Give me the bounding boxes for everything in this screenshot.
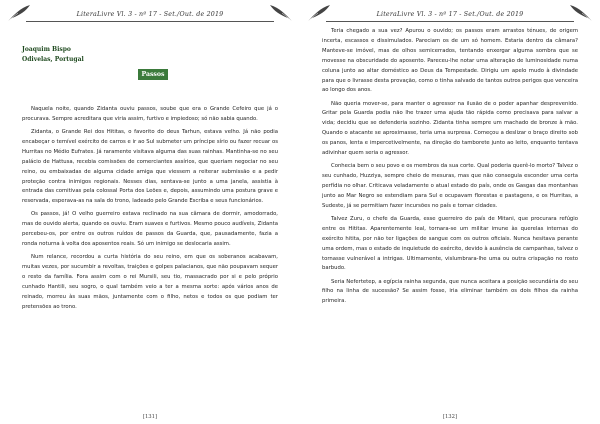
- quill-icon: [6, 3, 32, 23]
- header-divider: [26, 21, 274, 22]
- right-page: [300, 0, 600, 424]
- author-location: Odivelas, Portugal: [22, 56, 84, 63]
- journal-header: LiteraLivre Vl. 3 - nº 17 - Set./Out. de 2019: [76, 11, 224, 18]
- author-block: [22, 45, 84, 65]
- paragraph: Os passos, já! O velho guerreiro estava reclinado na sua câmara de dormir, amodorrado, mas de ouvido alerta, quando os ouviu. Eram suaves e furtivos. Mesmo pouco audíveis, Zidanta percebeu-os, por entre os outros ruídos de passos da Guarda, que, pausadamente, fazia a ronda noturna à volta dos aposentos reais. Só um inimigo se deslocaria assim.: [22, 211, 278, 248]
- paragraph: Naquela noite, quando Zidanta ouviu passos, soube que era o Grande Cefeiro que já o procurava. Sempre acreditara que viria assim, furtivo e impiedoso; só não sabia quando.: [22, 106, 278, 122]
- paragraph: Teria chegado a sua vez? Apurou o ouvido; os passos eram arrastos ténues, de origem incerta, escassos e dissimulados. Pareciam os de um só homem. Estaria dentro da câmara? Manteve-se imóvel, mas de olhos semicerrados, tentando enxergar alguma sombra que se movesse na obscuridade do aposento. Pareceu-lhe notar uma alteração de luminosidade numa coluna junto ao altar doméstico ao Deus da Tempestade. Dirigiu um apelo mudo à divindade para que o livrasse desta provação, como o tinha salvado de tantos outros perigos que venceira ao longo dos anos.: [322, 28, 578, 94]
- paragraph: Conhecia bem o seu povo e os membros da sua corte. Qual poderia querê-lo morto? Talvez o seu cunhado, Huzziya, sempre cheio de mesuras, mas que não conseguia esconder uma certa perfídia no olhar. Criticava veladamente o atual estado do país, onde os Gasgas das montanhas junto ao Mar Negro se estendiam para Sul e ocupavam florestas e pastagens, e os Hurritas, a Sudeste, já se permitiam fazer incursões no país e tomar cidades.: [322, 163, 578, 209]
- header-divider: [326, 21, 574, 22]
- story-body-continued: [322, 27, 578, 310]
- paragraph: Talvez Zuru, o chefe da Guarda, esse guerreiro do país de Mitani, que procurara refúgio entre os Hititas. Aparentemente leal, tornara-se um militar imune às querelas internas do exército hitita, por não ter ligações de sangue com os outros oficiais. Nunca hesitava perante uma ordem, mas o estado de inquietude do exército, devido à ausência de campanhas, talvez o tornasse vulnerável a intrigas. Ultimamente, vislumbrara-lhe uma ou outra crispação no rosto barbudo.: [322, 215, 578, 272]
- paragraph: Não queria mover-se, para manter o agressor na ilusão de o poder apanhar desprevenido. Gritar pela Guarda podia não lhe trazer uma ajuda tão rápida como precisava para salvar a vida; decidiu que se defenderia sozinho. Zidanta tinha sempre um machado de bronze à mão. Quando o atacante se aproximasse, teria uma surpresa. Começou a deslizar o braço direito sob os panos, lenta e impercetivelmente, na direção do tamborete junto ao leito, enquanto tentava adivinhar quem seria o agressor.: [322, 100, 578, 157]
- page-number: [132]: [442, 414, 458, 420]
- quill-icon: [568, 3, 594, 23]
- quill-icon: [306, 3, 332, 23]
- paragraph: Zidanta, o Grande Rei dos Hititas, o favorito do deus Tarhun, estava velho. Já não podia encabeçar o temível exército de carros e ir ao Sul submeter um príncipe sírio ou fazer recuar os Hurritas no Médio Eufrates. Já raramente visitava alguma das suas rainhas. Mantinha-se no seu palácio de Hattusa, recebia comissões de comerciantes assírios, que queriam negociar no seu reino, ou embaixadas de alguma cidade amiga que viessem a reiterar submissão e a pedir proteção contra inimigos regionais. Nesses dias, sentava-se junto a uma janela, assistia à entrada das comitivas pela colossal Porta dos Leões e, depois, assumindo uma postura grave e reservada, esperava-as na sala do trono, ladeado pelo Grande Escriba e seus funcionários.: [22, 129, 278, 205]
- page-number: [131]: [142, 414, 158, 420]
- quill-icon: [268, 3, 294, 23]
- journal-header: LiteraLivre Vl. 3 - nº 17 - Set./Out. de 2019: [376, 11, 524, 18]
- page-header: [306, 3, 594, 25]
- story-body: [22, 105, 278, 316]
- story-title: Passos: [138, 69, 168, 80]
- paragraph: Seria Nefertetep, a egípcia rainha segunda, que nunca aceitara a posição secundária do seu filho na linha de sucessão? Se assim fosse, iria eliminar também os dois filhos da rainha primeira.: [322, 278, 578, 305]
- paragraph: Num relance, recordou a curta história do seu reino, em que os soberanos acabavam, muitas vezes, por sucumbir a revoltas, traições e golpes palacianos, que não poupavam sequer o resto da família. Fora assim com o rei Mursili, seu tio, massacrado por si e pelo próprio cunhado Hantili, seu sogro, o qual também veio a ter a mesma sorte: após vários anos de reinado, morreu às suas mãos, juntamente com o filho, netos e todos os que podiam ter pretensões ao trono.: [22, 254, 278, 310]
- page-header: [6, 3, 294, 25]
- author-name: Joaquim Bispo: [22, 46, 71, 53]
